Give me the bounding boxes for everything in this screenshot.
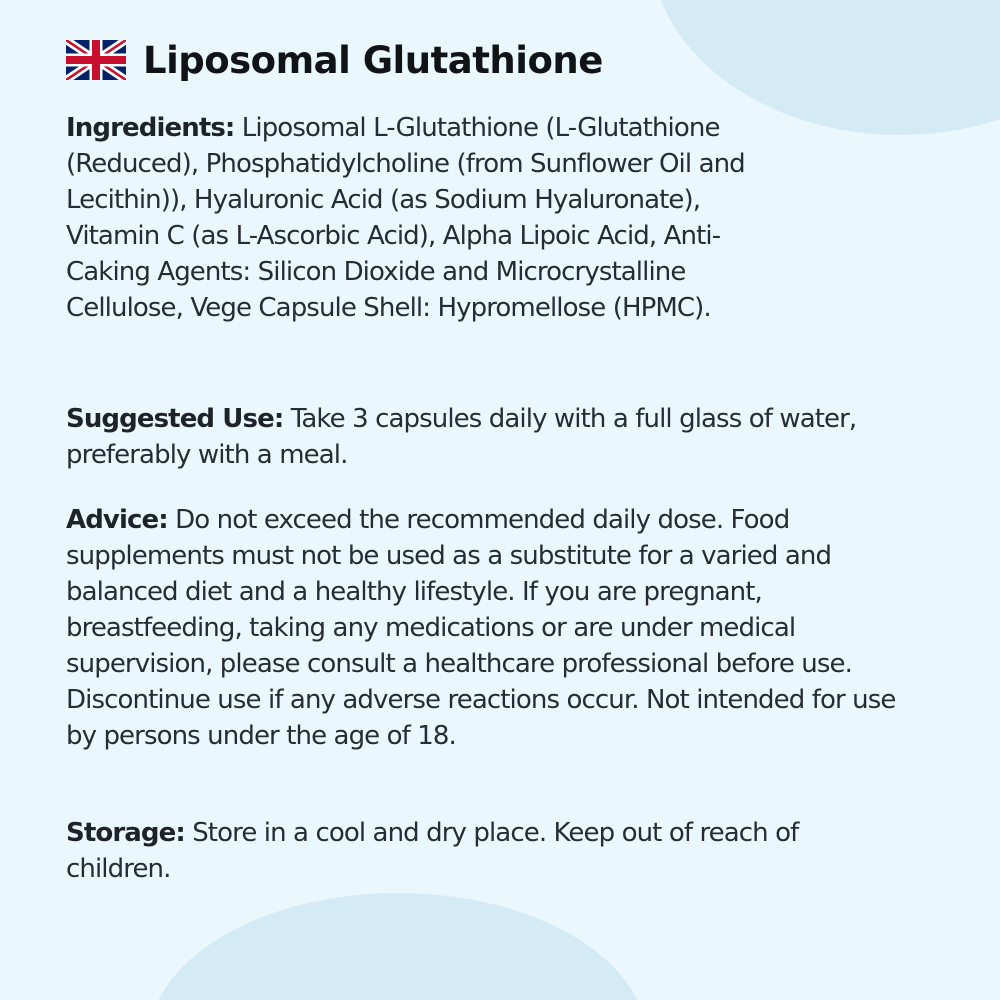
advice-text: Do not exceed the recommended daily dose. Food supplements must not be used as a substitute for a varied and balanced diet and a healthy lifestyle. If you are pregnant, breastfeeding, taking any medications or are under medical supervision, please consult a healthcare professional before use. Discontinue use if any adverse reactions occur. Not intended for use by persons under the age of 18. (66, 505, 896, 751)
advice-section (66, 502, 896, 754)
advice-label: Advice: (66, 505, 168, 535)
ingredients-text: Liposomal L-Glutathione (L-Glutathione (Reduced), Phosphatidylcholine (from Sunflower Oil and Lecithin)), Hyaluronic Acid (as Sodium Hyaluronate), Vitamin C (as L-Ascorbic Acid), Alpha Lipoic Acid, Anti-Caking Agents: Silicon Dioxide and Microcrystalline Cellulose, Vege Capsule Shell: Hypromellose (HPMC). (66, 113, 745, 323)
decorative-circle-bottom (148, 893, 648, 1000)
suggested-use-section (66, 401, 896, 473)
uk-flag-icon (66, 40, 126, 80)
page-title: Liposomal Glutathione (143, 38, 603, 82)
suggested-use-text: Take 3 capsules daily with a full glass of water, preferably with a meal. (66, 404, 857, 470)
ingredients-section (66, 110, 796, 326)
header (66, 36, 603, 84)
storage-section (66, 815, 896, 887)
ingredients-label: Ingredients: (66, 113, 235, 143)
suggested-use-label: Suggested Use: (66, 404, 284, 434)
storage-label: Storage: (66, 818, 185, 848)
storage-text: Store in a cool and dry place. Keep out of reach of children. (66, 818, 799, 884)
